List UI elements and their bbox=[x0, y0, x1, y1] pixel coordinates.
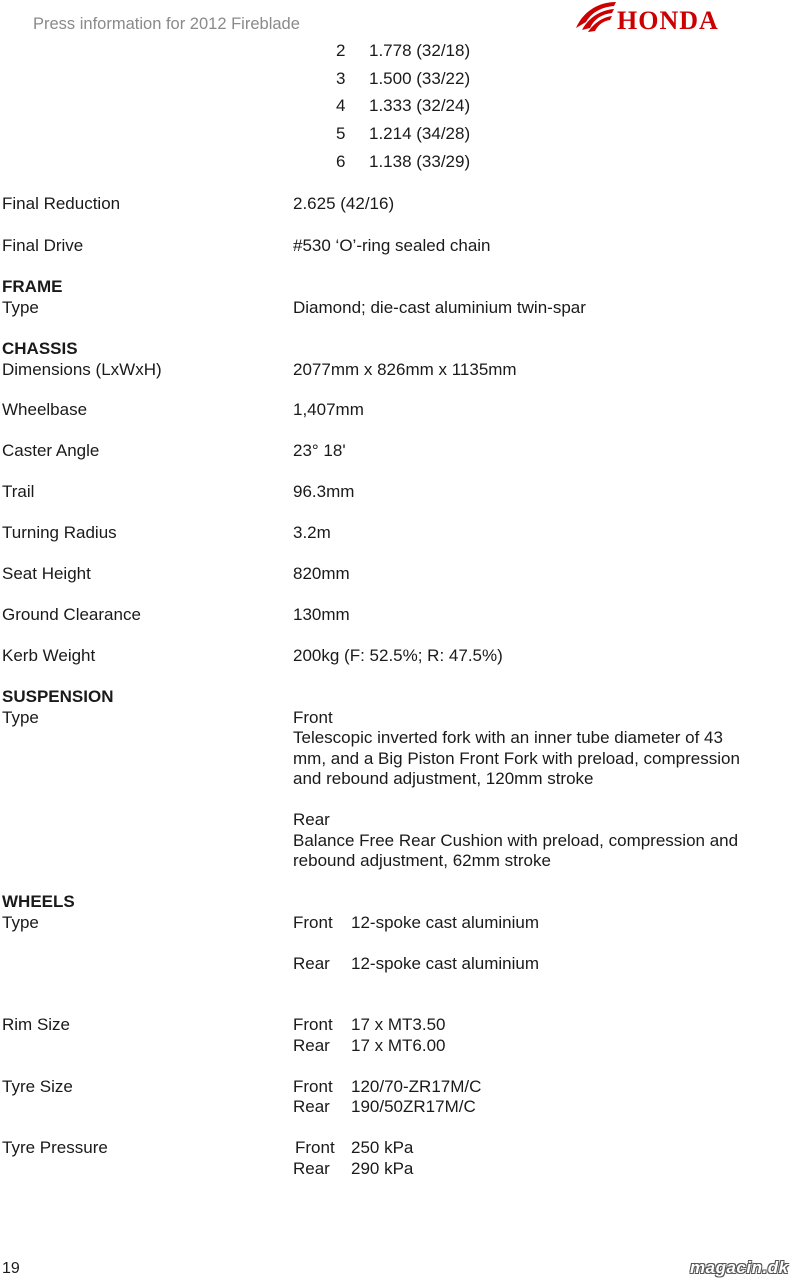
gear-ratio: 1.214 (34/28) bbox=[369, 124, 471, 143]
spec-label: Kerb Weight bbox=[2, 646, 96, 665]
spec-value: 96.3mm bbox=[293, 482, 355, 501]
honda-wing-icon bbox=[574, 0, 618, 34]
pressure-front-value: 250 kPa bbox=[351, 1138, 414, 1157]
tyre-front-label: Front bbox=[293, 1077, 333, 1096]
suspension-front-line: mm, and a Big Piston Front Fork with preload, compression bbox=[293, 749, 740, 768]
suspension-front-line: and rebound adjustment, 120mm stroke bbox=[293, 769, 594, 788]
section-heading-chassis: CHASSIS bbox=[2, 339, 78, 358]
suspension-rear-line: rebound adjustment, 62mm stroke bbox=[293, 851, 551, 870]
document-header: Press information for 2012 Fireblade bbox=[33, 15, 300, 33]
wheel-rear-value: 12-spoke cast aluminium bbox=[351, 954, 540, 973]
spec-label: Trail bbox=[2, 482, 35, 501]
spec-value: 23° 18' bbox=[293, 441, 346, 460]
wheel-rear-label: Rear bbox=[293, 954, 330, 973]
gear-ratio: 1.500 (33/22) bbox=[369, 69, 471, 88]
wheel-front-label: Front bbox=[293, 913, 333, 932]
suspension-front-label: Front bbox=[293, 708, 333, 727]
spec-label: Wheelbase bbox=[2, 400, 88, 419]
pressure-rear-value: 290 kPa bbox=[351, 1159, 414, 1178]
rim-rear-value: 17 x MT6.00 bbox=[351, 1036, 446, 1055]
spec-label: Seat Height bbox=[2, 564, 91, 583]
wheel-front-value: 12-spoke cast aluminium bbox=[351, 913, 540, 932]
suspension-rear-label: Rear bbox=[293, 810, 330, 829]
gear-number: 2 bbox=[336, 41, 346, 60]
section-heading-frame: FRAME bbox=[2, 277, 63, 296]
rim-front-value: 17 x MT3.50 bbox=[351, 1015, 446, 1034]
spec-label: Tyre Size bbox=[2, 1077, 73, 1096]
gear-number: 5 bbox=[336, 124, 346, 143]
spec-label: Ground Clearance bbox=[2, 605, 141, 624]
rim-front-label: Front bbox=[293, 1015, 333, 1034]
spec-label: Final Drive bbox=[2, 236, 84, 255]
spec-value: 820mm bbox=[293, 564, 350, 583]
watermark: magacin.dk bbox=[690, 1258, 789, 1277]
section-heading-wheels: WHEELS bbox=[2, 892, 75, 911]
spec-label: Final Reduction bbox=[2, 194, 121, 213]
spec-value: 3.2m bbox=[293, 523, 331, 542]
spec-label: Tyre Pressure bbox=[2, 1138, 108, 1157]
gear-ratio: 1.138 (33/29) bbox=[369, 152, 471, 171]
spec-label: Dimensions (LxWxH) bbox=[2, 360, 162, 379]
spec-label: Turning Radius bbox=[2, 523, 117, 542]
honda-logo bbox=[574, 0, 780, 38]
spec-label: Type bbox=[2, 708, 39, 727]
pressure-rear-label: Rear bbox=[293, 1159, 330, 1178]
tyre-rear-value: 190/50ZR17M/C bbox=[351, 1097, 476, 1116]
spec-label: Type bbox=[2, 913, 39, 932]
tyre-rear-label: Rear bbox=[293, 1097, 330, 1116]
gear-ratio: 1.778 (32/18) bbox=[369, 41, 471, 60]
gear-number: 6 bbox=[336, 152, 346, 171]
pressure-front-label: Front bbox=[295, 1138, 335, 1157]
spec-label: Type bbox=[2, 298, 39, 317]
spec-value: 200kg (F: 52.5%; R: 47.5%) bbox=[293, 646, 503, 665]
page-number: 19 bbox=[2, 1260, 20, 1277]
spec-value: 130mm bbox=[293, 605, 350, 624]
spec-value: 2077mm x 826mm x 1135mm bbox=[293, 360, 517, 379]
section-heading-suspension: SUSPENSION bbox=[2, 687, 114, 706]
gear-number: 4 bbox=[336, 96, 346, 115]
spec-value: 2.625 (42/16) bbox=[293, 194, 395, 213]
spec-value: 1,407mm bbox=[293, 400, 364, 419]
suspension-rear-line: Balance Free Rear Cushion with preload, compression and bbox=[293, 831, 739, 850]
suspension-front-line: Telescopic inverted fork with an inner tube diameter of 43 bbox=[293, 728, 723, 747]
spec-value: #530 ‘O’-ring sealed chain bbox=[293, 236, 491, 255]
honda-logo-text: HONDA bbox=[617, 6, 719, 35]
tyre-front-value: 120/70-ZR17M/C bbox=[351, 1077, 482, 1096]
spec-value: Diamond; die-cast aluminium twin-spar bbox=[293, 298, 586, 317]
spec-label: Caster Angle bbox=[2, 441, 100, 460]
spec-label: Rim Size bbox=[2, 1015, 71, 1034]
rim-rear-label: Rear bbox=[293, 1036, 330, 1055]
gear-number: 3 bbox=[336, 69, 346, 88]
gear-ratio: 1.333 (32/24) bbox=[369, 96, 471, 115]
